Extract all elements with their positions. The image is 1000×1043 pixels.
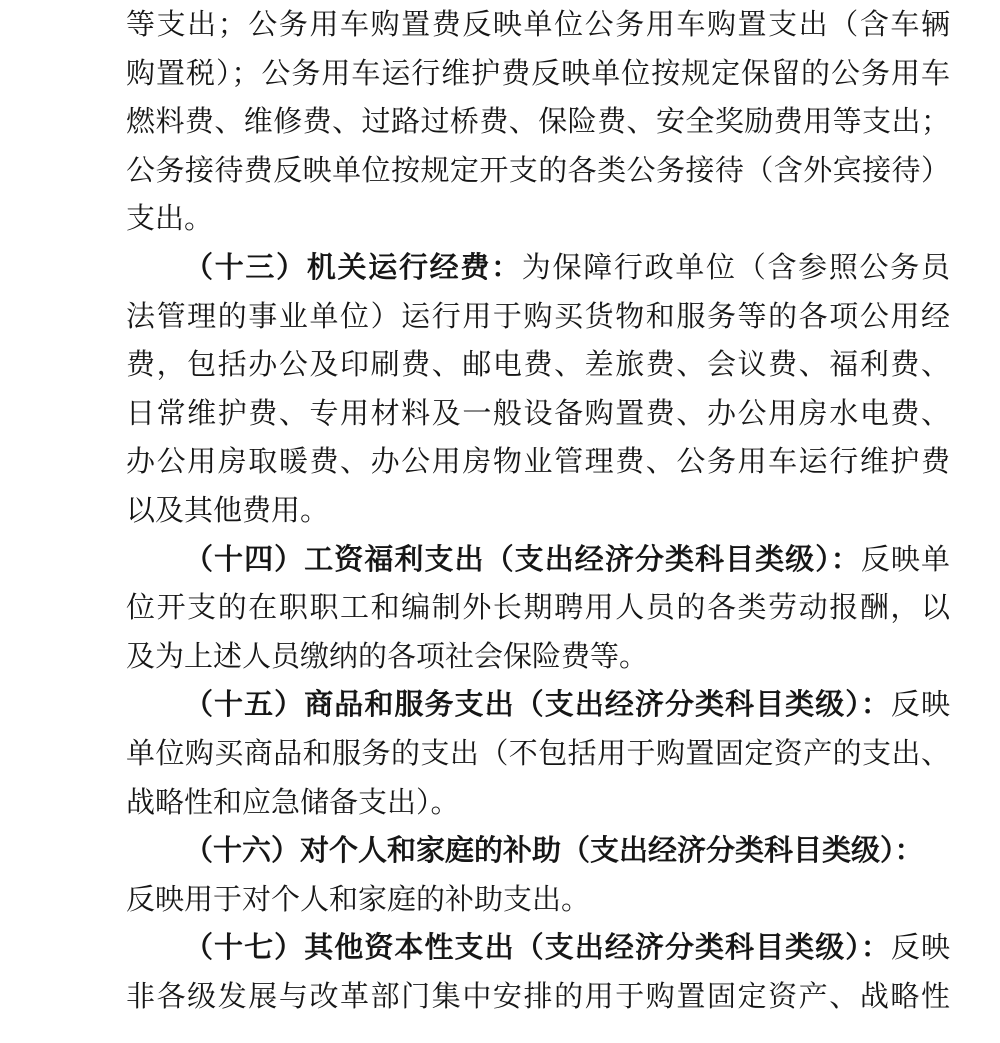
body-text: 日常维护费、专用材料及一般设备购置费、办公用房水电费、 [126, 397, 950, 430]
body-text: 反映单 [860, 543, 950, 576]
text-line [126, 876, 950, 925]
text-line [126, 147, 950, 196]
section-heading: （十四）工资福利支出（支出经济分类科目类级）： [184, 543, 861, 576]
text-line [126, 293, 950, 342]
text-line [126, 584, 950, 633]
body-text: 购置税）；公务用车运行维护费反映单位按规定保留的公务用车 [126, 57, 950, 90]
body-text: 反映 [890, 932, 950, 965]
body-text: 等支出；公务用车购置费反映单位公务用车购置支出（含车辆 [126, 9, 950, 41]
text-line [126, 730, 950, 779]
section-heading: （十七）其他资本性支出（支出经济分类科目类级）： [184, 932, 891, 965]
body-text: 反映用于对个人和家庭的补助支出。 [126, 883, 591, 916]
text-line [126, 924, 950, 973]
text-line [126, 827, 950, 876]
body-text: 战略性和应急储备支出）。 [126, 786, 460, 819]
text-line [126, 50, 950, 99]
body-text: 支出。 [126, 203, 214, 236]
body-text: 为保障行政单位（含参照公务员 [521, 251, 950, 284]
text-line [126, 195, 950, 244]
text-line [126, 98, 950, 147]
text-line [126, 341, 950, 390]
text-line [126, 1, 950, 50]
text-line [126, 487, 950, 536]
body-text: 燃料费、维修费、过路过桥费、保险费、安全奖励费用等支出； [126, 106, 950, 139]
document-text-column [126, 1, 950, 1021]
section-heading: （十五）商品和服务支出（支出经济分类科目类级）： [184, 689, 891, 722]
text-line [126, 390, 950, 439]
body-text: 以及其他费用。 [126, 494, 330, 527]
body-text: 法管理的事业单位）运行用于购买货物和服务等的各项公用经 [126, 300, 950, 333]
text-line [126, 973, 950, 1022]
body-text: 费，包括办公及印刷费、邮电费、差旅费、会议费、福利费、 [126, 349, 950, 382]
body-text: 公务接待费反映单位按规定开支的各类公务接待（含外宾接待） [126, 154, 950, 187]
text-line [126, 244, 950, 293]
text-line [126, 536, 950, 585]
body-text: 反映 [890, 689, 950, 722]
text-line [126, 438, 950, 487]
section-heading: （十六）对个人和家庭的补助（支出经济分类科目类级）： [184, 835, 924, 868]
text-line [126, 681, 950, 730]
body-text: 及为上述人员缴纳的各项社会保险费等。 [126, 640, 649, 673]
body-text: 非各级发展与改革部门集中安排的用于购置固定资产、战略性 [126, 980, 950, 1013]
text-line [126, 779, 950, 828]
text-line [126, 633, 950, 682]
body-text: 单位购买商品和服务的支出（不包括用于购置固定资产的支出、 [126, 737, 950, 770]
body-text: 位开支的在职职工和编制外长期聘用人员的各类劳动报酬，以 [126, 592, 950, 625]
section-heading: （十三）机关运行经费： [184, 251, 522, 284]
body-text: 办公用房取暖费、办公用房物业管理费、公务用车运行维护费 [126, 446, 950, 479]
